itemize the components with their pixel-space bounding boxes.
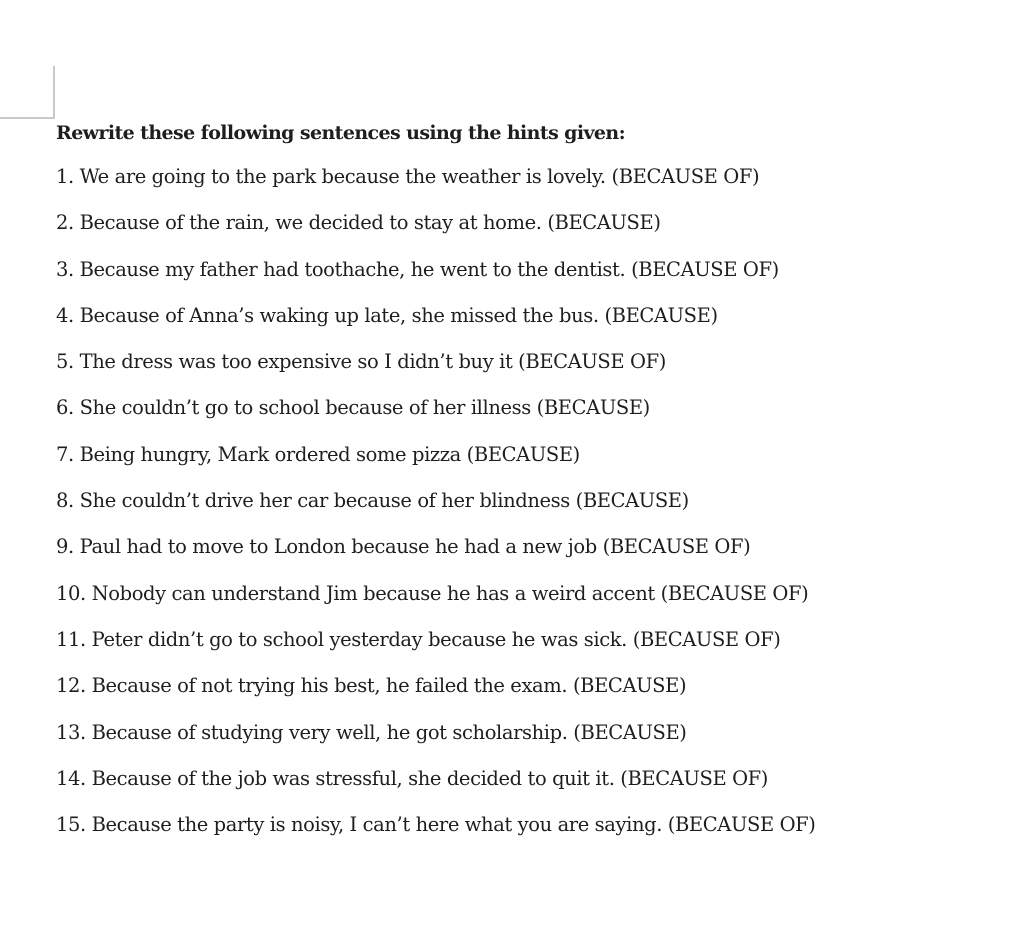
exercise-item-14: 14. Because of the job was stressful, she decided to quit it. (BECAUSE OF) [56,766,769,790]
exercise-item-3: 3. Because my father had toothache, he went to the dentist. (BECAUSE OF) [56,257,779,281]
exercise-item-15: 15. Because the party is noisy, I can’t here what you are saying. (BECAUSE OF) [56,813,816,837]
exercise-item-13: 13. Because of studying very well, he got scholarship. (BECAUSE) [56,720,687,744]
exercise-item-12: 12. Because of not trying his best, he failed the exam. (BECAUSE) [56,674,687,698]
document-body [56,112,1006,848]
exercise-item-4: 4. Because of Anna’s waking up late, she missed the bus. (BECAUSE) [56,303,718,327]
exercise-item-11: 11. Peter didn’t go to school yesterday because he was sick. (BECAUSE OF) [56,627,781,651]
exercise-item-2: 2. Because of the rain, we decided to stay at home. (BECAUSE) [56,211,661,235]
exercise-item-10: 10. Nobody can understand Jim because he has a weird accent (BECAUSE OF) [56,581,809,605]
exercise-item-1: 1. We are going to the park because the weather is lovely. (BECAUSE OF) [56,165,760,188]
instruction-heading: Rewrite these following sentences using the hints given: [56,122,626,144]
exercise-list [56,154,1006,848]
exercise-item-6: 6. She couldn’t go to school because of her illness (BECAUSE) [56,396,650,420]
exercise-item-5: 5. The dress was too expensive so I didn’t buy it (BECAUSE OF) [56,350,666,374]
page-margin-marker-horizontal [0,117,55,119]
exercise-item-7: 7. Being hungry, Mark ordered some pizza (BECAUSE) [56,442,580,466]
exercise-item-9: 9. Paul had to move to London because he had a new job (BECAUSE OF) [56,535,751,559]
exercise-item-8: 8. She couldn’t drive her car because of her blindness (BECAUSE) [56,489,689,513]
page-margin-marker-vertical [53,66,55,118]
